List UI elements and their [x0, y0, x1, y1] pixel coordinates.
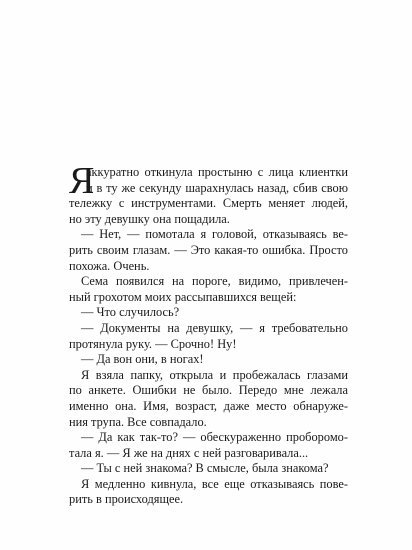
- text-line: протянула руку. — Срочно! Ну!: [69, 336, 237, 351]
- text-line: рить своим глазам. — Это какая-то ошибка. Просто: [69, 242, 348, 257]
- text-line: Я взяла папку, открыла и пробежалась глазами: [81, 367, 348, 382]
- drop-cap: Я: [69, 160, 95, 202]
- first-paragraph: [69, 160, 348, 227]
- text-line: Сема появился на пороге, видимо, привлечен-: [81, 274, 348, 289]
- text-line: — Ты с ней знакома? В смысле, была знакома?: [81, 461, 329, 476]
- text-line: похожа. Очень.: [69, 258, 150, 273]
- body-text: [69, 160, 348, 508]
- text-line: аккуратно откинула простыню с лица клиентки: [86, 165, 348, 179]
- text-line: ния трупа. Все совпадало.: [69, 414, 207, 429]
- text-line: рить в происходящее.: [69, 492, 184, 507]
- text-line: но эту девушку она пощадила.: [69, 211, 230, 226]
- text-line: именно она. Имя, возраст, даже место обнаруже-: [69, 398, 348, 413]
- text-line: ный грохотом моих рассыпавшихся вещей:: [69, 289, 297, 304]
- text-line: — Что случилось?: [81, 305, 180, 320]
- text-line: тележку с инструментами. Смерть меняет людей,: [69, 196, 348, 211]
- text-line: Я медленно кивнула, все еще отказываясь пове-: [81, 476, 348, 491]
- text-line: — Да вон они, в ногах!: [81, 352, 204, 367]
- text-line: по анкете. Ошибки не было. Передо мне лежала: [69, 383, 348, 398]
- text-line: тала я. — Я же на днях с ней разговаривала...: [69, 445, 309, 460]
- text-line: — Да как так-то? — обескураженно проборомо-: [81, 430, 348, 445]
- text-line: и в ту же секунду шарахнулась назад, сбив свою: [86, 180, 348, 195]
- text-line: — Нет, — помотала я головой, отказываясь ве-: [81, 227, 348, 242]
- text-line: — Документы на девушку, — я требовательно: [81, 320, 348, 335]
